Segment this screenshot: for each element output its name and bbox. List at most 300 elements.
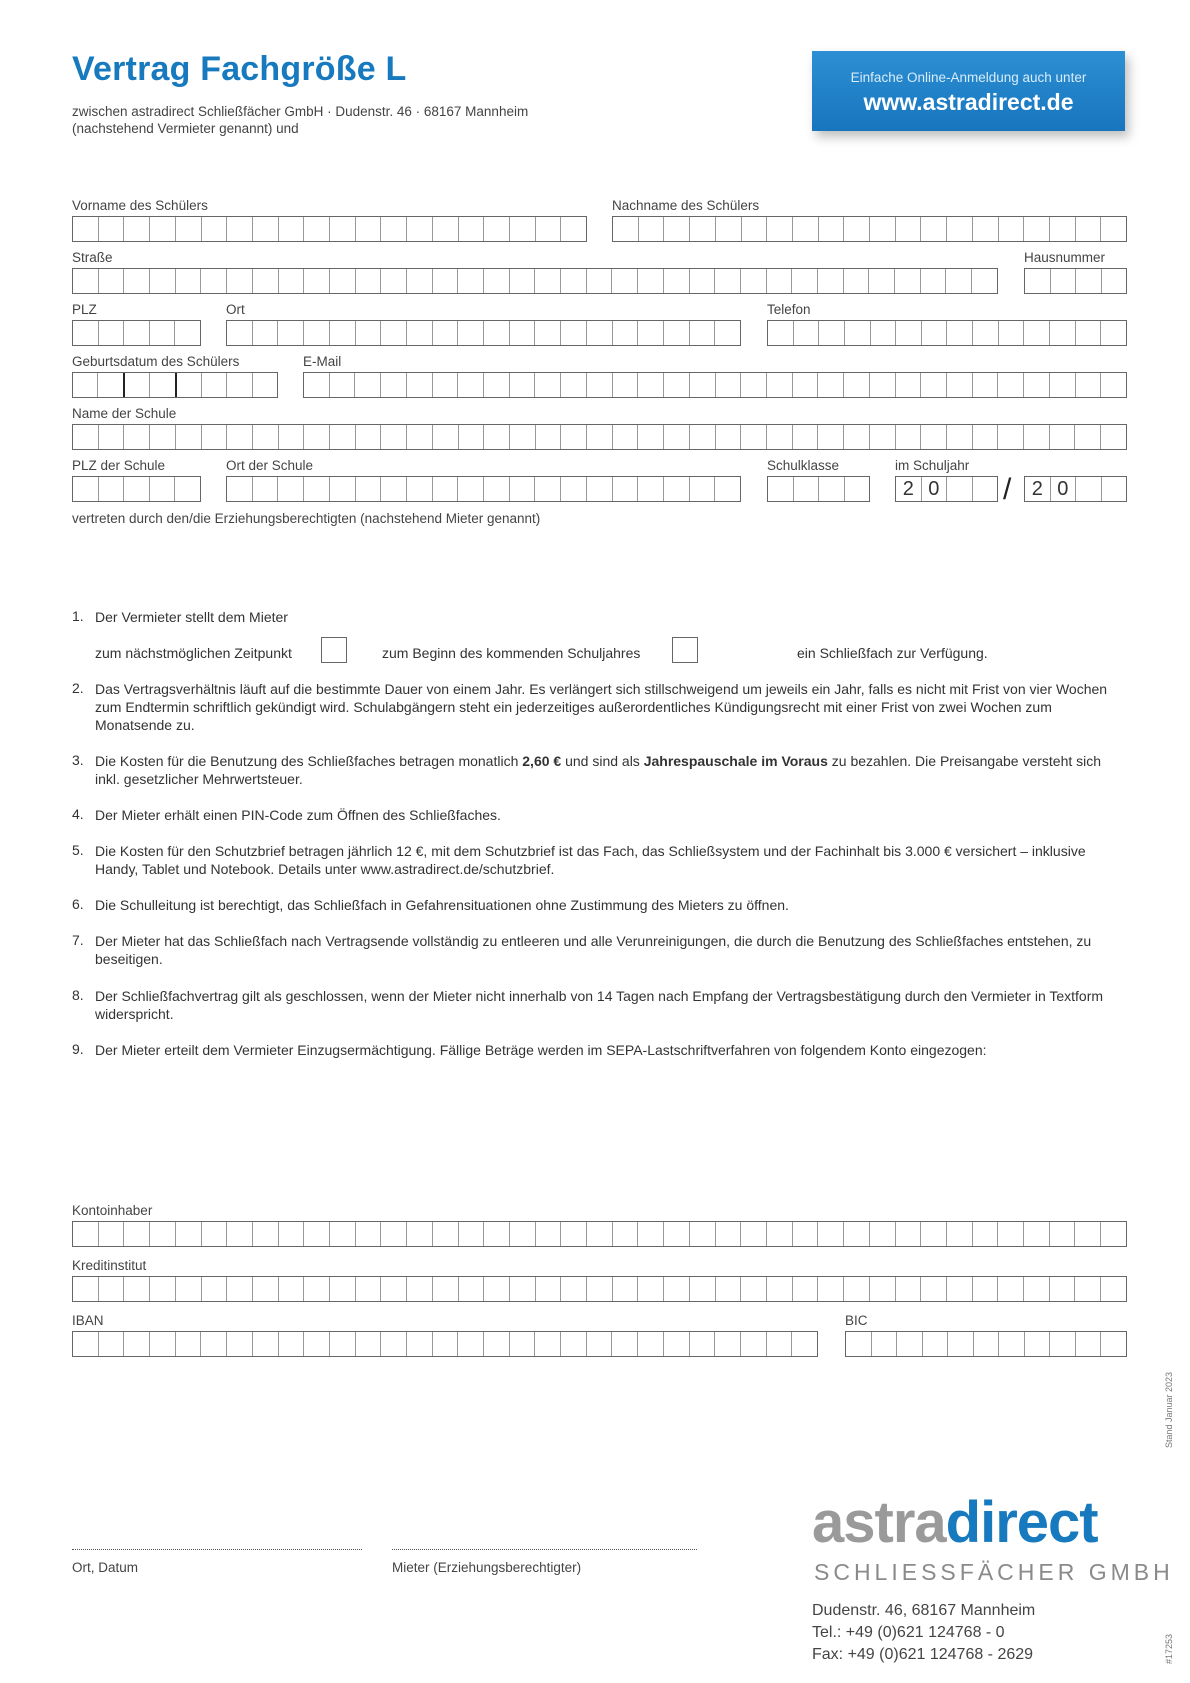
char-cell[interactable]	[998, 425, 1024, 449]
char-cell[interactable]	[767, 425, 793, 449]
char-cell[interactable]	[356, 1277, 382, 1301]
char-cell[interactable]	[638, 1277, 664, 1301]
char-cell[interactable]	[381, 321, 407, 345]
char-cell[interactable]	[253, 1332, 279, 1356]
char-cell[interactable]	[381, 217, 407, 241]
char-cell[interactable]	[227, 321, 253, 345]
char-cell[interactable]	[819, 217, 845, 241]
char-cell[interactable]	[587, 321, 613, 345]
char-cell[interactable]	[433, 1277, 459, 1301]
char-cell[interactable]	[510, 425, 536, 449]
char-cell[interactable]	[381, 477, 407, 501]
char-cell[interactable]	[690, 269, 716, 293]
char-cell[interactable]	[561, 373, 587, 397]
char-cell[interactable]	[561, 425, 587, 449]
char-cell[interactable]	[304, 1277, 330, 1301]
char-cell[interactable]	[304, 477, 330, 501]
char-cell[interactable]	[73, 1277, 99, 1301]
char-cell[interactable]	[510, 217, 536, 241]
char-cell[interactable]	[381, 269, 407, 293]
char-cell[interactable]	[664, 477, 690, 501]
iban-field[interactable]	[72, 1331, 818, 1357]
char-cell[interactable]	[561, 1277, 587, 1301]
char-cell[interactable]	[150, 217, 176, 241]
char-cell[interactable]	[690, 1222, 716, 1246]
char-cell[interactable]	[998, 1277, 1024, 1301]
char-cell[interactable]	[150, 269, 176, 293]
char-cell[interactable]	[484, 217, 510, 241]
char-cell[interactable]	[1101, 1332, 1126, 1356]
option-next-schoolyear-checkbox[interactable]	[672, 637, 698, 663]
online-registration-banner[interactable]	[812, 51, 1125, 131]
char-cell[interactable]	[484, 373, 510, 397]
char-cell[interactable]	[973, 1277, 999, 1301]
char-cell[interactable]	[381, 373, 407, 397]
char-cell[interactable]: 2	[896, 477, 922, 501]
char-cell[interactable]	[793, 1222, 819, 1246]
char-cell[interactable]	[330, 217, 356, 241]
email-field[interactable]	[303, 372, 1127, 398]
char-cell[interactable]	[613, 477, 639, 501]
char-cell[interactable]	[330, 1332, 356, 1356]
char-cell[interactable]	[278, 321, 304, 345]
char-cell[interactable]	[356, 1222, 382, 1246]
char-cell[interactable]	[947, 425, 973, 449]
char-cell[interactable]	[1101, 373, 1126, 397]
char-cell[interactable]	[690, 1332, 716, 1356]
char-cell[interactable]	[356, 1332, 382, 1356]
char-cell[interactable]	[792, 1332, 817, 1356]
char-cell[interactable]	[536, 1277, 562, 1301]
char-cell[interactable]	[948, 1332, 974, 1356]
char-cell[interactable]	[1025, 1332, 1051, 1356]
char-cell[interactable]	[330, 477, 356, 501]
char-cell[interactable]	[794, 477, 820, 501]
char-cell[interactable]	[1025, 269, 1051, 293]
char-cell[interactable]	[458, 373, 484, 397]
char-cell[interactable]	[741, 269, 767, 293]
char-cell[interactable]	[99, 425, 125, 449]
char-cell[interactable]	[407, 269, 433, 293]
char-cell[interactable]	[381, 425, 407, 449]
char-cell[interactable]	[150, 1277, 176, 1301]
char-cell[interactable]	[844, 217, 870, 241]
char-cell[interactable]	[535, 373, 561, 397]
char-cell[interactable]	[535, 1332, 561, 1356]
char-cell[interactable]	[73, 1332, 99, 1356]
char-cell[interactable]	[124, 321, 150, 345]
char-cell[interactable]	[638, 269, 664, 293]
char-cell[interactable]	[433, 373, 459, 397]
char-cell[interactable]	[253, 217, 279, 241]
char-cell[interactable]	[587, 373, 613, 397]
char-cell[interactable]	[1102, 477, 1127, 501]
char-cell[interactable]	[716, 373, 742, 397]
char-cell[interactable]	[73, 373, 98, 397]
char-cell[interactable]	[458, 321, 484, 345]
char-cell[interactable]	[896, 217, 922, 241]
char-cell[interactable]	[947, 217, 973, 241]
char-cell[interactable]	[872, 1332, 898, 1356]
char-cell[interactable]	[124, 1277, 150, 1301]
char-cell[interactable]	[638, 1332, 664, 1356]
char-cell[interactable]	[921, 217, 947, 241]
char-cell[interactable]	[177, 373, 202, 397]
char-cell[interactable]	[587, 1222, 613, 1246]
char-cell[interactable]: 0	[1051, 477, 1077, 501]
schulklasse-field[interactable]	[767, 476, 870, 502]
char-cell[interactable]	[202, 217, 228, 241]
char-cell[interactable]	[278, 477, 304, 501]
char-cell[interactable]	[1075, 1222, 1101, 1246]
char-cell[interactable]	[356, 425, 382, 449]
char-cell[interactable]	[510, 1332, 536, 1356]
char-cell[interactable]	[150, 425, 176, 449]
plz-field[interactable]	[72, 320, 201, 346]
char-cell[interactable]	[612, 269, 638, 293]
char-cell[interactable]	[510, 477, 536, 501]
char-cell[interactable]	[433, 269, 459, 293]
char-cell[interactable]	[484, 321, 510, 345]
char-cell[interactable]	[407, 1222, 433, 1246]
char-cell[interactable]	[458, 1332, 484, 1356]
char-cell[interactable]	[176, 1222, 202, 1246]
char-cell[interactable]	[279, 1222, 305, 1246]
char-cell[interactable]: 0	[922, 477, 948, 501]
char-cell[interactable]	[1101, 217, 1126, 241]
char-cell[interactable]	[921, 1277, 947, 1301]
char-cell[interactable]	[510, 1277, 536, 1301]
char-cell[interactable]	[690, 217, 716, 241]
char-cell[interactable]	[921, 425, 947, 449]
char-cell[interactable]	[201, 1332, 227, 1356]
char-cell[interactable]	[587, 269, 613, 293]
char-cell[interactable]	[664, 321, 690, 345]
char-cell[interactable]	[202, 425, 228, 449]
char-cell[interactable]	[536, 217, 562, 241]
char-cell[interactable]	[690, 373, 716, 397]
char-cell[interactable]	[304, 217, 330, 241]
char-cell[interactable]	[715, 1332, 741, 1356]
char-cell[interactable]	[459, 217, 485, 241]
char-cell[interactable]	[613, 217, 639, 241]
char-cell[interactable]	[407, 425, 433, 449]
char-cell[interactable]	[279, 1332, 305, 1356]
char-cell[interactable]	[279, 1277, 305, 1301]
char-cell[interactable]	[458, 269, 484, 293]
char-cell[interactable]	[715, 269, 741, 293]
char-cell[interactable]	[407, 373, 433, 397]
char-cell[interactable]	[356, 477, 382, 501]
char-cell[interactable]	[73, 1222, 99, 1246]
char-cell[interactable]	[202, 373, 227, 397]
char-cell[interactable]	[741, 1277, 767, 1301]
char-cell[interactable]	[818, 1222, 844, 1246]
char-cell[interactable]	[253, 373, 277, 397]
char-cell[interactable]	[1076, 477, 1102, 501]
char-cell[interactable]	[99, 321, 125, 345]
char-cell[interactable]	[304, 269, 330, 293]
char-cell[interactable]	[561, 217, 586, 241]
char-cell[interactable]	[202, 1277, 228, 1301]
char-cell[interactable]	[767, 217, 793, 241]
nachname-field[interactable]	[612, 216, 1127, 242]
char-cell[interactable]	[818, 269, 844, 293]
char-cell[interactable]	[98, 373, 124, 397]
char-cell[interactable]	[972, 269, 997, 293]
char-cell[interactable]	[896, 1277, 922, 1301]
char-cell[interactable]	[433, 425, 459, 449]
char-cell[interactable]	[124, 217, 150, 241]
char-cell[interactable]	[279, 269, 305, 293]
char-cell[interactable]	[99, 217, 125, 241]
char-cell[interactable]	[818, 373, 844, 397]
char-cell[interactable]	[536, 1222, 562, 1246]
ort-field[interactable]	[226, 320, 741, 346]
char-cell[interactable]	[99, 477, 125, 501]
char-cell[interactable]	[870, 1222, 896, 1246]
char-cell[interactable]	[176, 217, 202, 241]
char-cell[interactable]	[99, 1332, 125, 1356]
mieter-signature-line[interactable]	[392, 1549, 697, 1550]
hausnummer-field[interactable]	[1024, 268, 1127, 294]
char-cell[interactable]	[124, 269, 150, 293]
char-cell[interactable]	[1050, 321, 1076, 345]
char-cell[interactable]	[999, 217, 1025, 241]
char-cell[interactable]	[561, 321, 587, 345]
char-cell[interactable]	[407, 321, 433, 345]
char-cell[interactable]	[510, 321, 536, 345]
char-cell[interactable]	[381, 1277, 407, 1301]
char-cell[interactable]	[973, 425, 999, 449]
ort-schule-field[interactable]	[226, 476, 741, 502]
char-cell[interactable]	[1024, 1277, 1050, 1301]
char-cell[interactable]	[768, 321, 794, 345]
char-cell[interactable]	[587, 1332, 613, 1356]
char-cell[interactable]	[973, 321, 999, 345]
char-cell[interactable]	[484, 269, 510, 293]
char-cell[interactable]	[947, 1277, 973, 1301]
char-cell[interactable]	[227, 1277, 253, 1301]
char-cell[interactable]	[459, 1277, 485, 1301]
char-cell[interactable]	[330, 321, 356, 345]
char-cell[interactable]	[638, 321, 664, 345]
char-cell[interactable]	[947, 321, 973, 345]
char-cell[interactable]	[1101, 321, 1126, 345]
char-cell[interactable]	[844, 1222, 870, 1246]
char-cell[interactable]	[794, 321, 820, 345]
char-cell[interactable]	[819, 477, 845, 501]
char-cell[interactable]	[304, 1222, 330, 1246]
char-cell[interactable]	[587, 425, 613, 449]
char-cell[interactable]	[1024, 425, 1050, 449]
char-cell[interactable]	[638, 425, 664, 449]
char-cell[interactable]	[535, 321, 561, 345]
char-cell[interactable]	[896, 1222, 922, 1246]
char-cell[interactable]	[536, 425, 562, 449]
char-cell[interactable]	[202, 1222, 228, 1246]
char-cell[interactable]	[253, 1277, 279, 1301]
char-cell[interactable]	[304, 373, 330, 397]
plz-schule-field[interactable]	[72, 476, 201, 502]
char-cell[interactable]	[793, 373, 819, 397]
char-cell[interactable]	[150, 1332, 176, 1356]
char-cell[interactable]	[1050, 1277, 1076, 1301]
char-cell[interactable]	[356, 321, 382, 345]
char-cell[interactable]	[896, 373, 922, 397]
bic-field[interactable]	[845, 1331, 1127, 1357]
char-cell[interactable]	[124, 1332, 150, 1356]
char-cell[interactable]	[73, 425, 99, 449]
char-cell[interactable]	[150, 321, 176, 345]
char-cell[interactable]	[279, 217, 305, 241]
char-cell[interactable]	[690, 1277, 716, 1301]
char-cell[interactable]	[1076, 1332, 1102, 1356]
char-cell[interactable]	[330, 1277, 356, 1301]
char-cell[interactable]	[99, 1277, 125, 1301]
option-next-possible-checkbox[interactable]	[321, 637, 347, 663]
char-cell[interactable]	[330, 425, 356, 449]
char-cell[interactable]	[1075, 1277, 1101, 1301]
char-cell[interactable]	[613, 1277, 639, 1301]
char-cell[interactable]	[484, 1277, 510, 1301]
char-cell[interactable]	[845, 477, 870, 501]
char-cell[interactable]	[330, 269, 356, 293]
char-cell[interactable]	[484, 1332, 510, 1356]
char-cell[interactable]	[1024, 1222, 1050, 1246]
char-cell[interactable]	[869, 269, 895, 293]
char-cell[interactable]	[793, 425, 819, 449]
char-cell[interactable]	[330, 373, 356, 397]
char-cell[interactable]	[715, 321, 740, 345]
schuljahr-end-field[interactable]	[1024, 476, 1127, 502]
char-cell[interactable]	[433, 217, 459, 241]
char-cell[interactable]	[253, 321, 279, 345]
char-cell[interactable]	[304, 425, 330, 449]
char-cell[interactable]	[535, 269, 561, 293]
char-cell[interactable]	[1051, 269, 1077, 293]
char-cell[interactable]	[279, 425, 305, 449]
char-cell[interactable]	[922, 321, 948, 345]
char-cell[interactable]	[844, 1277, 870, 1301]
geburtsdatum-field[interactable]	[72, 372, 278, 398]
char-cell[interactable]	[664, 217, 690, 241]
char-cell[interactable]	[612, 1332, 638, 1356]
char-cell[interactable]	[742, 217, 768, 241]
char-cell[interactable]	[767, 1222, 793, 1246]
char-cell[interactable]	[638, 477, 664, 501]
char-cell[interactable]	[381, 1222, 407, 1246]
char-cell[interactable]	[175, 321, 200, 345]
char-cell[interactable]	[998, 1222, 1024, 1246]
char-cell[interactable]	[561, 1222, 587, 1246]
schuljahr-start-field[interactable]	[895, 476, 998, 502]
char-cell[interactable]	[923, 1332, 949, 1356]
char-cell[interactable]	[1050, 425, 1076, 449]
char-cell[interactable]	[227, 373, 252, 397]
schule-field[interactable]	[72, 424, 1127, 450]
char-cell[interactable]	[613, 425, 639, 449]
char-cell[interactable]	[664, 425, 690, 449]
char-cell[interactable]	[664, 1222, 690, 1246]
online-registration-url[interactable]: www.astradirect.de	[863, 89, 1074, 115]
char-cell[interactable]	[150, 373, 176, 397]
char-cell[interactable]	[793, 1277, 819, 1301]
char-cell[interactable]	[741, 425, 767, 449]
char-cell[interactable]	[768, 477, 794, 501]
char-cell[interactable]	[613, 1222, 639, 1246]
char-cell[interactable]	[973, 217, 999, 241]
char-cell[interactable]	[1050, 373, 1076, 397]
char-cell[interactable]	[998, 373, 1024, 397]
char-cell[interactable]	[201, 269, 227, 293]
char-cell[interactable]	[1076, 269, 1102, 293]
char-cell[interactable]	[175, 477, 200, 501]
char-cell[interactable]	[767, 1277, 793, 1301]
char-cell[interactable]: 2	[1025, 477, 1051, 501]
char-cell[interactable]	[124, 1222, 150, 1246]
char-cell[interactable]	[844, 269, 870, 293]
char-cell[interactable]	[433, 1332, 459, 1356]
char-cell[interactable]	[459, 425, 485, 449]
vorname-field[interactable]	[72, 216, 587, 242]
char-cell[interactable]	[896, 425, 922, 449]
char-cell[interactable]	[870, 373, 896, 397]
char-cell[interactable]	[561, 477, 587, 501]
char-cell[interactable]	[125, 373, 150, 397]
char-cell[interactable]	[227, 1222, 253, 1246]
char-cell[interactable]	[510, 269, 536, 293]
char-cell[interactable]	[690, 321, 716, 345]
char-cell[interactable]	[664, 1277, 690, 1301]
char-cell[interactable]	[716, 1277, 742, 1301]
char-cell[interactable]	[1024, 321, 1050, 345]
char-cell[interactable]	[381, 1332, 407, 1356]
char-cell[interactable]	[587, 477, 613, 501]
char-cell[interactable]	[356, 269, 382, 293]
char-cell[interactable]	[690, 425, 716, 449]
char-cell[interactable]	[818, 1277, 844, 1301]
char-cell[interactable]	[999, 1332, 1025, 1356]
char-cell[interactable]	[99, 269, 125, 293]
char-cell[interactable]	[715, 477, 740, 501]
char-cell[interactable]	[484, 1222, 510, 1246]
char-cell[interactable]	[638, 373, 664, 397]
char-cell[interactable]	[355, 373, 381, 397]
char-cell[interactable]	[897, 1332, 923, 1356]
char-cell[interactable]	[561, 269, 587, 293]
char-cell[interactable]	[150, 1222, 176, 1246]
char-cell[interactable]	[124, 477, 150, 501]
char-cell[interactable]	[407, 1277, 433, 1301]
telefon-field[interactable]	[767, 320, 1127, 346]
char-cell[interactable]	[946, 269, 972, 293]
char-cell[interactable]	[870, 425, 896, 449]
char-cell[interactable]	[690, 477, 716, 501]
char-cell[interactable]	[613, 321, 639, 345]
char-cell[interactable]	[1076, 217, 1102, 241]
char-cell[interactable]	[356, 217, 382, 241]
char-cell[interactable]	[1050, 1222, 1076, 1246]
char-cell[interactable]	[921, 1222, 947, 1246]
char-cell[interactable]	[818, 425, 844, 449]
char-cell[interactable]	[716, 217, 742, 241]
char-cell[interactable]	[587, 1277, 613, 1301]
char-cell[interactable]	[845, 321, 871, 345]
char-cell[interactable]	[304, 321, 330, 345]
char-cell[interactable]	[947, 477, 973, 501]
char-cell[interactable]	[73, 321, 99, 345]
